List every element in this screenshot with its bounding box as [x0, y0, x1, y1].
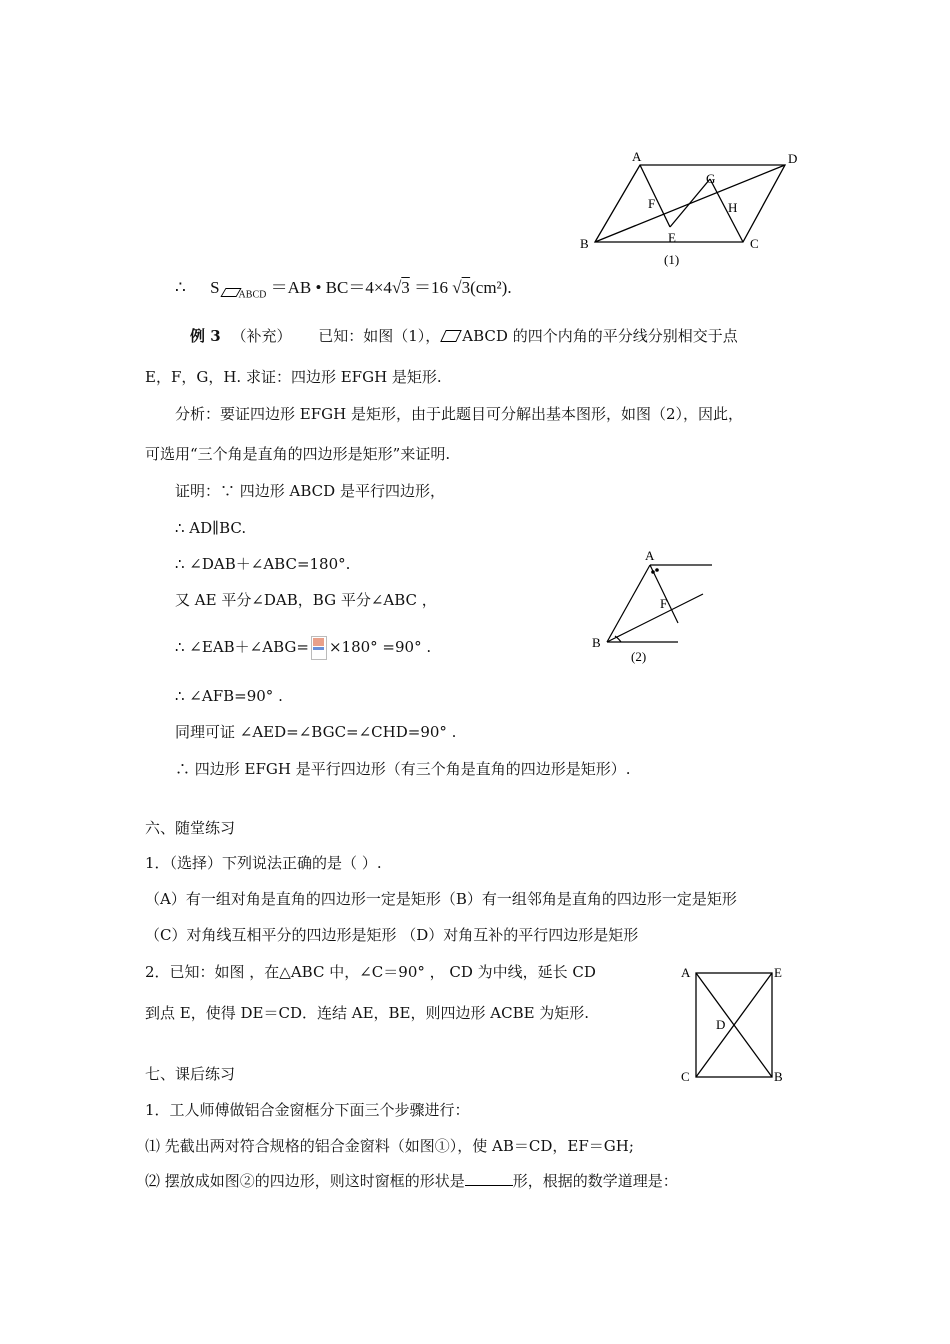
label-B: B	[592, 635, 601, 650]
proof-step3: 又 AE 平分∠DAB，BG 平分∠ABC ，	[175, 591, 437, 609]
section7-q1: 1．工人师傅做铝合金窗框分下面三个步骤进行：	[145, 1101, 470, 1119]
example-supplement: （补充）	[231, 327, 292, 345]
therefore-symbol: ∴	[175, 278, 186, 297]
label-E: E	[774, 965, 782, 980]
sqrt-radicand: 3	[461, 278, 471, 297]
proof-step2: ∴ ∠DAB＋∠ABC=180°.	[175, 555, 351, 573]
angle-mark	[651, 570, 655, 574]
given-prefix: 已知：如图（1），	[318, 327, 441, 345]
section6-q1-options-ab: （A）有一组对角是直角的四边形一定是矩形（B）有一组邻角是直角的四边形一定是矩形	[145, 890, 737, 908]
example3-line2: E，F，G，H. 求证：四边形 EFGH 是矩形.	[145, 368, 442, 386]
section6-q2-line1: 2．已知：如图 ，在△ABC 中，∠C＝90° ， CD 为中线，延长 CD	[145, 963, 596, 981]
angle-mark	[655, 568, 659, 572]
sqrt-symbol: √	[452, 278, 462, 297]
label-D: D	[716, 1017, 726, 1032]
section6-heading: 六、随堂练习	[145, 819, 236, 837]
area-formula	[175, 278, 512, 305]
section7-step2	[145, 1171, 678, 1191]
step2-post: 形，根据的数学道理是：	[512, 1172, 678, 1190]
example-title: 例 3	[190, 327, 221, 345]
step4-post: ×180° =90° .	[328, 638, 432, 656]
analysis-line1: 分析：要证四边形 EFGH 是矩形，由于此题目可分解出基本图形，如图（2），因此，	[175, 405, 744, 423]
sqrt-symbol: √	[391, 278, 402, 297]
area-subscript: ABCD	[238, 289, 267, 301]
figure-1-parallelogram	[570, 145, 810, 270]
bisector-AE	[650, 565, 678, 623]
area-eq2: ＝16	[414, 278, 449, 297]
area-symbol: S	[210, 278, 220, 297]
label-C: C	[750, 236, 759, 251]
proof-start: 证明：∵ 四边形 ABCD 是平行四边形，	[175, 482, 445, 500]
section6-q1: 1．（选择）下列说法正确的是（ ）.	[145, 854, 382, 872]
label-H: H	[728, 200, 738, 215]
label-A: A	[681, 965, 691, 980]
label-A: A	[645, 548, 655, 563]
figure-2-caption: (2)	[631, 649, 647, 664]
label-A: A	[632, 149, 642, 164]
parallelogram-symbol	[440, 330, 462, 342]
area-unit: (cm²).	[470, 278, 512, 297]
analysis-line2: 可选用“三个角是直角的四边形是矩形”来证明.	[145, 445, 451, 463]
figure-1-caption: (1)	[664, 252, 680, 267]
label-C: C	[681, 1069, 690, 1084]
section7-heading: 七、课后练习	[145, 1065, 236, 1083]
bisector-BG	[607, 594, 703, 642]
section6-q2-line2: 到点 E，使得 DE＝CD．连结 AE，BE，则四边形 ACBE 为矩形.	[145, 1004, 590, 1022]
label-E: E	[668, 230, 676, 245]
proof-step5: ∴ ∠AFB=90° .	[175, 687, 283, 705]
step2-pre: ⑵ 摆放成如图②的四边形，则这时窗框的形状是	[145, 1172, 465, 1190]
section7-step1: ⑴ 先截出两对符合规格的铝合金窗料（如图①），使 AB＝CD，EF＝GH;	[145, 1137, 634, 1155]
proof-step1: ∴ AD∥BC.	[175, 519, 247, 537]
proof-step7: ∴ 四边形 EFGH 是平行四边形（有三个角是直角的四边形是矩形）.	[175, 760, 631, 778]
given-rest: ABCD 的四个内角的平分线分别相交于点	[462, 327, 738, 345]
answer-blank[interactable]	[465, 1171, 513, 1186]
label-F: F	[648, 196, 656, 211]
bisector-line	[670, 179, 710, 227]
area-rhs: ＝AB • BC＝4×4	[270, 278, 392, 297]
figure-3-rectangle	[678, 963, 793, 1088]
fraction-image	[311, 636, 327, 660]
label-D: D	[788, 151, 798, 166]
step4-pre: ∴ ∠EAB＋∠ABG=	[175, 638, 309, 656]
line-AB	[607, 565, 650, 642]
sqrt-radicand: 3	[401, 278, 410, 297]
label-B: B	[580, 236, 589, 251]
section6-q1-options-cd: （C）对角线互相平分的四边形是矩形 （D）对角互补的平行四边形是矩形	[145, 926, 639, 944]
proof-step4	[175, 636, 431, 660]
label-F: F	[660, 596, 668, 611]
example3-line1	[190, 326, 738, 346]
label-G: G	[706, 171, 716, 186]
label-B: B	[774, 1069, 783, 1084]
figure-2-bisectors	[585, 545, 720, 670]
proof-step6: 同理可证 ∠AED=∠BGC=∠CHD=90° .	[175, 723, 457, 741]
